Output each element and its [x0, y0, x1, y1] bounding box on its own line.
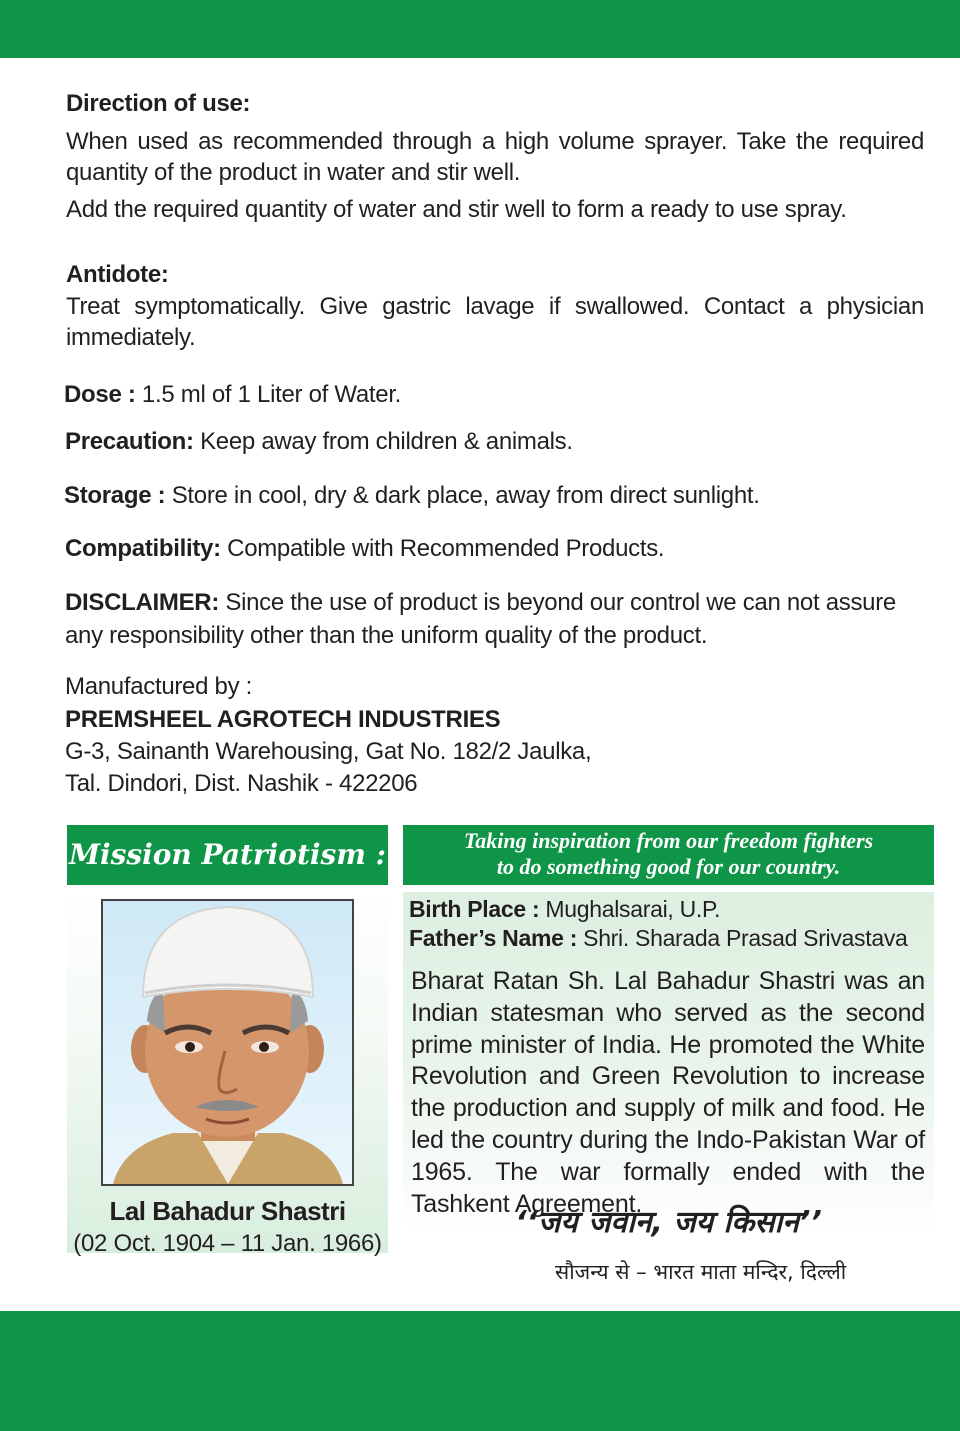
dose-value: 1.5 ml of 1 Liter of Water.: [135, 381, 402, 408]
portrait-image: [101, 899, 354, 1186]
biography-text: Bharat Ratan Sh. Lal Bahadur Shastri was an Indian statesman who served as the second prime minister of India. He promoted the White Revolution and Green Revolution to increase the production and supply of milk and food. He led the country during the Indo-Pakistan War of 1965. The war formally ended with the Tashkent Agreement.: [411, 967, 925, 1218]
person-dates: (02 Oct. 1904 – 11 Jan. 1966): [73, 1230, 382, 1257]
precaution-value: Keep away from children & animals.: [193, 428, 573, 455]
storage-value: Store in cool, dry & dark place, away from direct sunlight.: [165, 482, 760, 509]
precaution-label: Precaution:: [65, 428, 194, 455]
tagline-line-2: to do something good for our country.: [496, 854, 841, 879]
mission-tagline: [403, 825, 934, 885]
birth-place-line: [409, 896, 720, 923]
father-name-label: Father’s Name :: [409, 925, 578, 951]
compatibility-line: [65, 533, 664, 564]
father-name-value: Shri. Sharada Prasad Srivastava: [577, 925, 908, 951]
birth-place-label: Birth Place :: [409, 896, 540, 922]
mission-title: Mission Patriotism :: [67, 825, 388, 885]
compatibility-label: Compatibility:: [65, 535, 221, 562]
manufacturer-address-2: Tal. Dindori, Dist. Nashik - 422206: [65, 770, 418, 797]
antidote-heading: Antidote:: [66, 261, 169, 288]
dose-line: [64, 379, 401, 410]
slogan: ‘‘जय जवान, जय किसान’’: [515, 1205, 822, 1240]
disclaimer-line: [65, 586, 910, 652]
disclaimer-value: Since the use of product is beyond our control we can not assure any responsibility other than the uniform quality of the product.: [65, 589, 896, 649]
direction-text-2: Add the required quantity of water and stir well to form a ready to use spray.: [66, 196, 847, 223]
manufacturer-name: PREMSHEEL AGROTECH INDUSTRIES: [65, 706, 501, 733]
direction-text-1: When used as recommended through a high volume sprayer. Take the required quantity of the product in water and stir well.: [66, 128, 924, 186]
disclaimer-label: DISCLAIMER:: [65, 589, 220, 616]
bottom-green-band: [0, 1311, 960, 1431]
birth-place-value: Mughalsarai, U.P.: [539, 896, 721, 922]
manufacturer-address-1: G-3, Sainanth Warehousing, Gat No. 182/2 Jaulka,: [65, 738, 592, 765]
antidote-text: Treat symptomatically. Give gastric lavage if swallowed. Contact a physician immediately.: [66, 293, 924, 351]
tagline-line-1: Taking inspiration from our freedom fighters: [463, 828, 874, 853]
storage-label: Storage :: [64, 482, 166, 509]
storage-line: [64, 480, 760, 511]
person-name: Lal Bahadur Shastri: [109, 1196, 346, 1226]
precaution-line: [65, 426, 573, 457]
manufactured-by-label: Manufactured by :: [65, 673, 253, 700]
direction-heading: Direction of use:: [66, 90, 251, 117]
dose-label: Dose :: [64, 381, 136, 408]
father-name-line: [409, 925, 908, 952]
courtesy-line: सौजन्य से – भारत माता मन्दिर, दिल्ली: [555, 1260, 847, 1284]
top-green-band: [0, 0, 960, 58]
compatibility-value: Compatible with Recommended Products.: [220, 535, 665, 562]
